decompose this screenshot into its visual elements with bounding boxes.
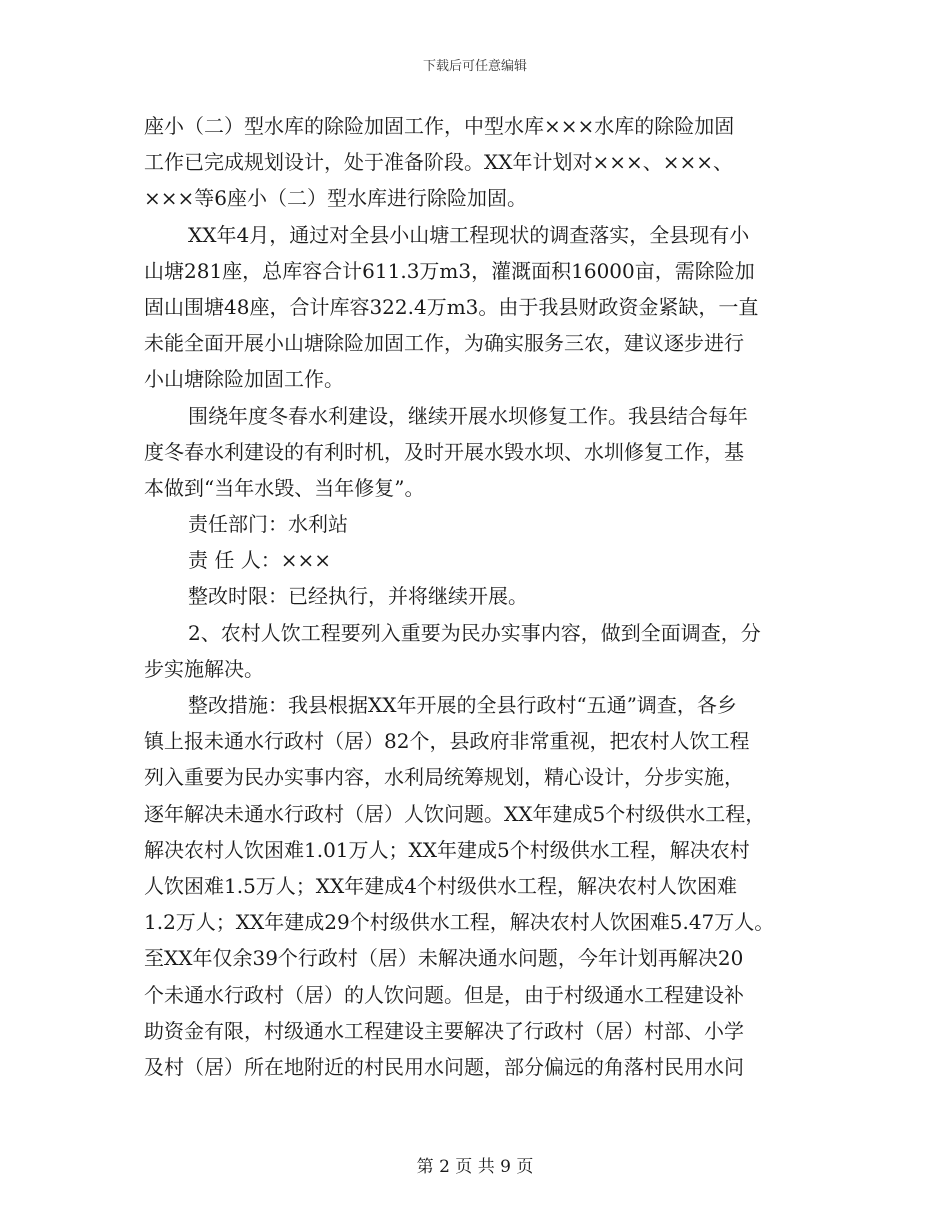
text-line: 步实施解决。 [144,656,264,681]
text-line: 度冬春水利建设的有利时机，及时开展水毁水坝、水圳修复工作，基 [144,439,744,464]
text-line: 2、农村人饮工程要列入重要为民办实事内容，做到全面调查，分 [188,620,761,645]
text-line: 1.2万人；XX年建成29个村级供水工程，解决农村人饮困难5.47万人。 [144,910,775,935]
text-line: 本做到“当年水毁、当年修复”。 [144,475,425,500]
text-line: XX年4月，通过对全县小山塘工程现状的调查落实，全县现有小 [188,222,750,247]
text-line: 整改时限：已经执行，并将继续开展。 [188,584,528,609]
document-body [144,108,824,1085]
text-line: 镇上报未通水行政村（居）82个，县政府非常重视，把农村人饮工程 [144,729,750,754]
text-line: 固山围塘48座，合计库容322.4万m3。由于我县财政资金紧缺，一直 [144,294,759,319]
text-line: 逐年解决未通水行政村（居）人饮问题。XX年建成5个村级供水工程， [144,801,766,826]
text-line: 责任部门：水利站 [188,512,348,537]
text-line: 围绕年度冬春水利建设，继续开展水坝修复工作。我县结合每年 [188,403,748,428]
text-line: 解决农村人饮困难1.01万人；XX年建成5个村级供水工程，解决农村 [144,837,750,862]
text-line: 个未通水行政村（居）的人饮问题。但是，由于村级通水工程建设补 [144,982,744,1007]
text-line: 人饮困难1.5万人；XX年建成4个村级供水工程，解决农村人饮困难 [144,873,738,898]
text-line: 责 任 人：××× [188,548,331,573]
text-line: 山塘281座，总库容合计611.3万m3，灌溉面积16000亩，需除险加 [144,258,755,283]
text-line: 至XX年仅余39个行政村（居）未解决通水问题，今年计划再解决20 [144,946,744,971]
text-line: 列入重要为民办实事内容，水利局统筹规划，精心设计，分步实施， [144,765,744,790]
text-line: 小山塘除险加固工作。 [144,367,344,392]
text-line: 及村（居）所在地附近的村民用水问题，部分偏远的角落村民用水问 [144,1054,744,1079]
text-line: 座小（二）型水库的除险加固工作，中型水库×××水库的除险加固 [144,114,735,138]
page-header: 下载后可任意编辑 [422,59,527,74]
text-line: 未能全面开展小山塘除险加固工作，为确实服务三农，建议逐步进行 [144,331,744,356]
page-footer: 第 2 页 共 9 页 [416,1157,534,1177]
text-line: 整改措施：我县根据XX年开展的全县行政村“五通”调查，各乡 [188,693,737,717]
text-line: 助资金有限，村级通水工程建设主要解决了行政村（居）村部、小学 [144,1018,744,1043]
text-line: ×××等6座小（二）型水库进行除险加固。 [144,186,527,211]
text-line: 工作已完成规划设计，处于准备阶段。XX年计划对×××、×××、 [144,150,734,175]
